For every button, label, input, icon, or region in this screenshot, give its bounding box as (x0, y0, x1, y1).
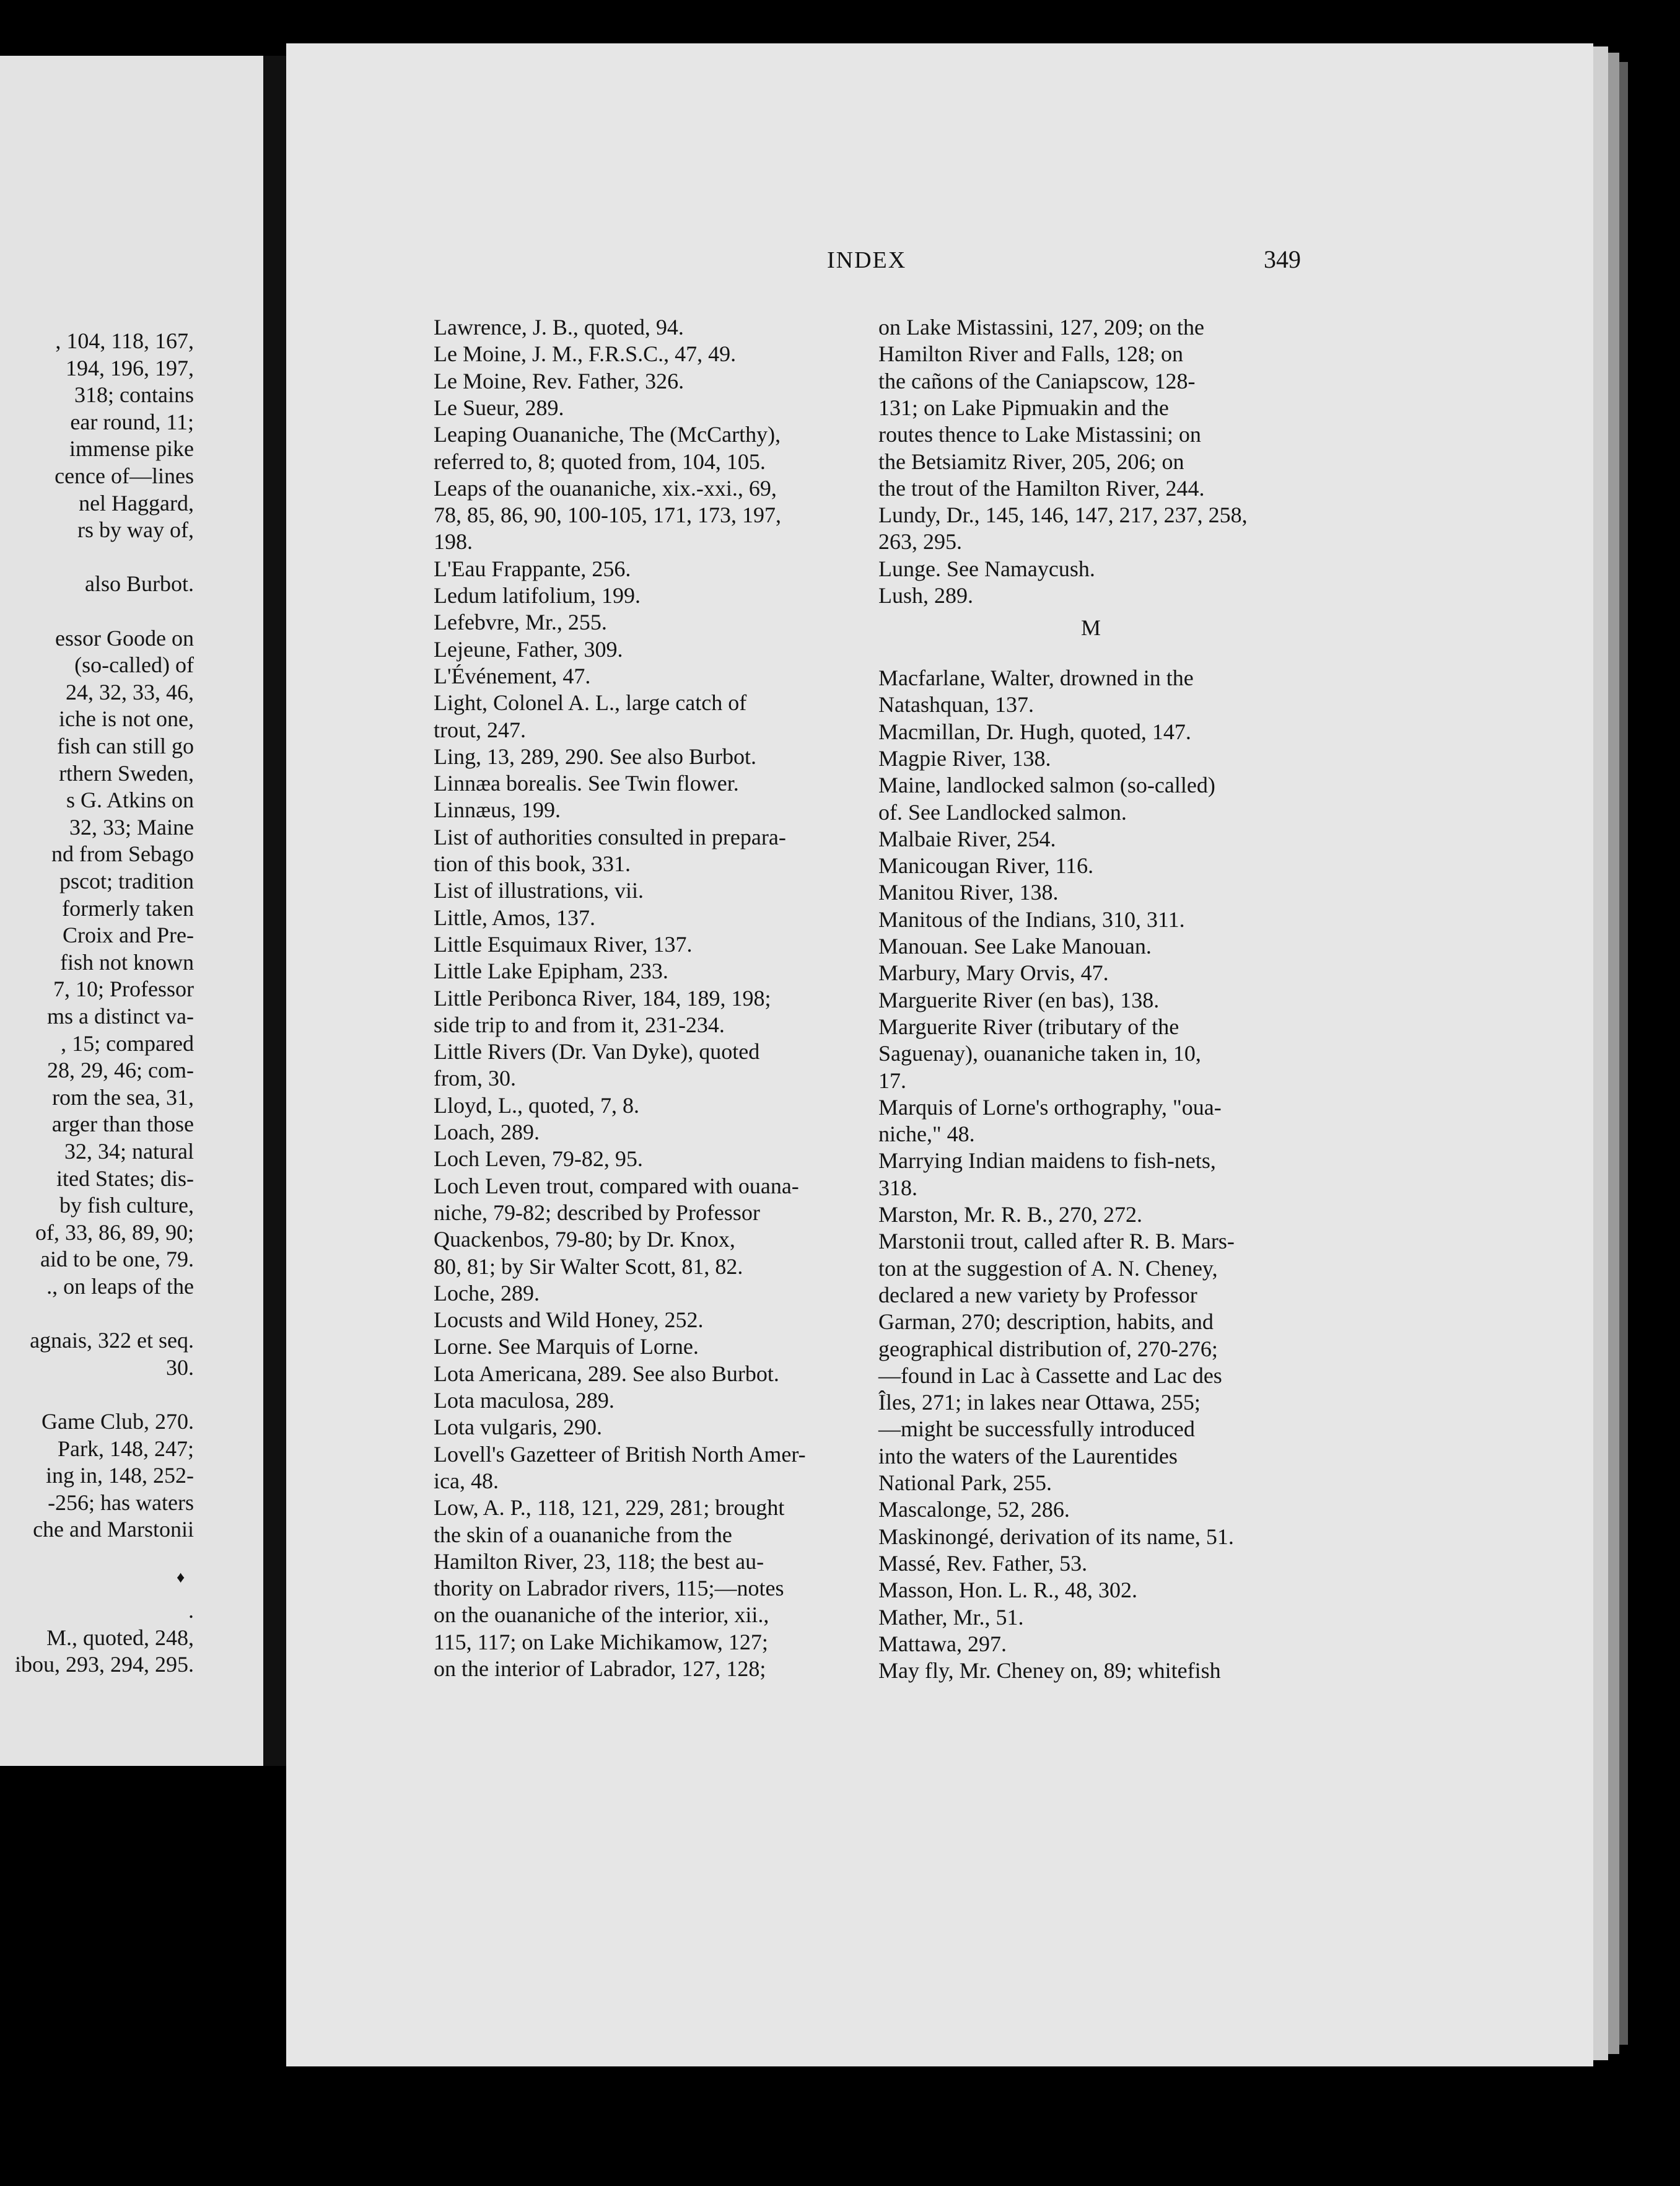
index-line: —found in Lac à Cassette and Lac des (878, 1363, 1222, 1388)
left-page-line: 7, 10; Professor (53, 977, 194, 1002)
index-line: trout, 247. (434, 717, 526, 742)
page-edge (1619, 62, 1628, 2045)
index-line: Maine, landlocked salmon (so-called) (878, 773, 1215, 798)
index-line: Malbaie River, 254. (878, 826, 1056, 851)
index-line: 78, 85, 86, 90, 100-105, 171, 173, 197, (434, 503, 781, 528)
index-line: May fly, Mr. Cheney on, 89; whitefish (878, 1658, 1221, 1683)
left-page-line: also Burbot. (85, 571, 194, 597)
index-line: L'Événement, 47. (434, 663, 591, 688)
index-line: the Betsiamitz River, 205, 206; on (878, 449, 1184, 474)
index-line: 318. (878, 1175, 917, 1200)
index-line: the skin of a ouananiche from the (434, 1522, 732, 1547)
left-page-line: 24, 32, 33, 46, (66, 679, 194, 705)
left-page-line: ing in, 148, 252- (46, 1463, 194, 1488)
left-page-fragment (0, 56, 263, 1766)
index-line: ica, 48. (434, 1468, 499, 1493)
index-line: Lorne. See Marquis of Lorne. (434, 1334, 699, 1359)
index-line: Lota maculosa, 289. (434, 1388, 615, 1413)
index-line: Manitou River, 138. (878, 880, 1059, 905)
left-page-line: of, 33, 86, 89, 90; (35, 1219, 194, 1245)
bullet-mark: ♦ (177, 1568, 185, 1586)
index-line: Light, Colonel A. L., large catch of (434, 690, 747, 716)
left-page-line: fish can still go (57, 734, 194, 758)
index-line: Marstonii trout, called after R. B. Mars- (878, 1229, 1235, 1254)
left-page-line: by fish culture, (59, 1193, 194, 1218)
index-line: Marrying Indian maidens to fish-nets, (878, 1148, 1216, 1174)
index-line: List of illustrations, vii. (434, 878, 644, 903)
index-line: Marquis of Lorne's orthography, "oua- (878, 1094, 1222, 1120)
left-page-line: Park, 148, 247; (58, 1436, 194, 1461)
index-line: Lota vulgaris, 290. (434, 1415, 602, 1440)
index-line: Lundy, Dr., 145, 146, 147, 217, 237, 258, (878, 503, 1248, 528)
left-page-line: fish not known (60, 949, 194, 975)
left-page-line: rom the sea, 31, (52, 1084, 194, 1110)
index-line: Mascalonge, 52, 286. (878, 1497, 1070, 1522)
left-page-line: che and Marstonii (33, 1517, 194, 1542)
section-letter: M (1081, 615, 1101, 640)
index-line: Le Moine, Rev. Father, 326. (434, 368, 685, 393)
index-line: Loche, 289. (434, 1280, 540, 1306)
index-line: 263, 295. (878, 529, 962, 555)
index-line: of. See Landlocked salmon. (878, 799, 1127, 825)
index-line: Îles, 271; in lakes near Ottawa, 255; (878, 1390, 1201, 1415)
left-page-line: arger than those (51, 1112, 194, 1137)
left-page-line: 194, 196, 197, (66, 355, 194, 380)
index-line: referred to, 8; quoted from, 104, 105. (434, 449, 766, 474)
index-line: niche," 48. (878, 1122, 975, 1147)
index-line: Le Sueur, 289. (434, 395, 564, 420)
index-line: Little Peribonca River, 184, 189, 198; (434, 985, 771, 1011)
index-line: geographical distribution of, 270-276; (878, 1336, 1218, 1361)
left-page-line: . (188, 1598, 194, 1623)
left-page-line: ited States; dis- (56, 1165, 194, 1191)
index-line: Loch Leven, 79-82, 95. (434, 1146, 643, 1172)
index-line: on Lake Mistassini, 127, 209; on the (878, 315, 1204, 340)
left-page-line: s G. Atkins on (66, 788, 194, 813)
left-page-line: ear round, 11; (70, 409, 194, 434)
left-page-line: rthern Sweden, (59, 760, 194, 786)
left-page-line: iche is not one, (59, 706, 194, 732)
index-line: Manitous of the Indians, 310, 311. (878, 906, 1185, 932)
index-line: Maskinongé, derivation of its name, 51. (878, 1524, 1234, 1549)
index-line: 131; on Lake Pipmuakin and the (878, 395, 1169, 420)
index-line: Hamilton River and Falls, 128; on (878, 341, 1183, 367)
left-page-line: aid to be one, 79. (40, 1247, 194, 1272)
index-line: Little, Amos, 137. (434, 905, 595, 930)
index-line: 198. (434, 529, 473, 555)
left-page-line: 30. (166, 1354, 194, 1380)
index-line: Mather, Mr., 51. (878, 1604, 1024, 1630)
index-line: Linnæus, 199. (434, 797, 561, 823)
left-page-line: (so-called) of (74, 652, 194, 678)
index-line: on the ouananiche of the interior, xii., (434, 1602, 769, 1628)
index-line: declared a new variety by Professor (878, 1282, 1197, 1307)
left-page-line: essor Goode on (55, 625, 194, 651)
index-line: Little Lake Epipham, 233. (434, 959, 668, 984)
index-line: Locusts and Wild Honey, 252. (434, 1307, 704, 1333)
page-number: 349 (1264, 245, 1301, 273)
index-line: Quackenbos, 79-80; by Dr. Knox, (434, 1227, 735, 1252)
running-head: INDEX (827, 247, 907, 273)
left-page-line: rs by way of, (77, 517, 194, 543)
left-page-line: formerly taken (62, 895, 194, 921)
index-line: Manouan. See Lake Manouan. (878, 934, 1152, 959)
index-line: Loach, 289. (434, 1120, 540, 1144)
index-line: side trip to and from it, 231-234. (434, 1012, 725, 1037)
index-line: Little Rivers (Dr. Van Dyke), quoted (434, 1039, 760, 1064)
index-line: Low, A. P., 118, 121, 229, 281; brought (434, 1495, 785, 1521)
index-line: Masson, Hon. L. R., 48, 302. (878, 1578, 1138, 1603)
left-page-line: 32, 33; Maine (69, 814, 194, 840)
left-page-line: M., quoted, 248, (46, 1625, 194, 1650)
page-edge (1608, 53, 1619, 2054)
index-line: Garman, 270; description, habits, and (878, 1309, 1214, 1335)
index-line: Lovell's Gazetteer of British North Amer- (434, 1441, 806, 1467)
index-line: Lota Americana, 289. See also Burbot. (434, 1361, 779, 1386)
index-line: Linnæa borealis. See Twin flower. (434, 771, 739, 796)
index-line: Le Moine, J. M., F.R.S.C., 47, 49. (434, 341, 737, 367)
index-line: Lush, 289. (878, 583, 973, 608)
left-page-line: 318; contains (74, 382, 194, 408)
index-line: Lawrence, J. B., quoted, 94. (434, 315, 684, 340)
left-page-line: agnais, 322 et seq. (30, 1328, 194, 1353)
index-line: tion of this book, 331. (434, 851, 631, 876)
index-line: Massé, Rev. Father, 53. (878, 1550, 1088, 1576)
index-line: into the waters of the Laurentides (878, 1443, 1178, 1468)
page-edge (1593, 46, 1608, 2060)
index-line: Marguerite River (tributary of the (878, 1014, 1179, 1039)
index-line: Natashquan, 137. (878, 692, 1034, 718)
index-line: Lunge. See Namaycush. (878, 556, 1095, 581)
index-line: List of authorities consulted in prepara- (434, 824, 786, 849)
left-page-line: cence of—lines (55, 463, 194, 488)
left-page-line: pscot; tradition (59, 869, 194, 893)
index-line: routes thence to Lake Mistassini; on (878, 422, 1201, 447)
left-page-line: 32, 34; natural (64, 1139, 194, 1164)
index-line: 80, 81; by Sir Walter Scott, 81, 82. (434, 1253, 743, 1279)
index-line: Macfarlane, Walter, drowned in the (878, 665, 1194, 690)
index-line: Leaping Ouananiche, The (McCarthy), (434, 422, 781, 447)
index-line: Marguerite River (en bas), 138. (878, 987, 1160, 1012)
index-line: Ling, 13, 289, 290. See also Burbot. (434, 744, 756, 769)
index-line: on the interior of Labrador, 127, 128; (434, 1656, 766, 1681)
left-page-line: Game Club, 270. (42, 1409, 194, 1434)
index-line: 17. (878, 1068, 906, 1093)
index-line: Marbury, Mary Orvis, 47. (878, 960, 1109, 986)
index-line: Macmillan, Dr. Hugh, quoted, 147. (878, 719, 1191, 744)
left-page-line: ibou, 293, 294, 295. (14, 1652, 194, 1677)
index-line: 115, 117; on Lake Michikamow, 127; (434, 1629, 768, 1654)
index-line: Lejeune, Father, 309. (434, 636, 623, 662)
index-line: Marston, Mr. R. B., 270, 272. (878, 1202, 1143, 1227)
index-line: Loch Leven trout, compared with ouana- (434, 1173, 799, 1198)
index-line: Mattawa, 297. (878, 1631, 1007, 1656)
index-line: Lefebvre, Mr., 255. (434, 610, 607, 635)
book-gutter (263, 56, 288, 1766)
index-line: Saguenay), ouananiche taken in, 10, (878, 1041, 1201, 1066)
left-page-line: ., on leaps of the (46, 1274, 194, 1299)
index-line: Ledum latifolium, 199. (434, 583, 641, 608)
index-line: National Park, 255. (878, 1470, 1052, 1495)
index-line: Lloyd, L., quoted, 7, 8. (434, 1092, 639, 1118)
index-line: from, 30. (434, 1066, 516, 1091)
index-line: Leaps of the ouananiche, xix.-xxi., 69, (434, 475, 777, 501)
index-line: the cañons of the Caniapscow, 128- (878, 368, 1196, 393)
index-line: Hamilton River, 23, 118; the best au- (434, 1548, 764, 1574)
index-line: Manicougan River, 116. (878, 853, 1094, 879)
left-page-line: ms a distinct va- (47, 1004, 194, 1029)
index-line: —might be successfully introduced (878, 1416, 1195, 1442)
left-page-line: -256; has waters (48, 1490, 194, 1515)
left-page-line: immense pike (69, 436, 194, 462)
index-line: thority on Labrador rivers, 115;—notes (434, 1576, 784, 1601)
index-line: the trout of the Hamilton River, 244. (878, 475, 1205, 501)
index-line: Little Esquimaux River, 137. (434, 931, 693, 957)
left-page-line: 28, 29, 46; com- (47, 1058, 194, 1083)
index-line: L'Eau Frappante, 256. (434, 556, 631, 581)
left-page-line: Croix and Pre- (63, 923, 194, 948)
left-page-line: nel Haggard, (79, 490, 194, 516)
index-line: ton at the suggestion of A. N. Cheney, (878, 1255, 1218, 1281)
left-page-line: , 104, 118, 167, (55, 328, 194, 353)
index-line: niche, 79-82; described by Professor (434, 1200, 760, 1225)
index-line: Magpie River, 138. (878, 745, 1051, 771)
left-page-line: nd from Sebago (51, 841, 194, 867)
left-page-line: , 15; compared (61, 1030, 194, 1056)
